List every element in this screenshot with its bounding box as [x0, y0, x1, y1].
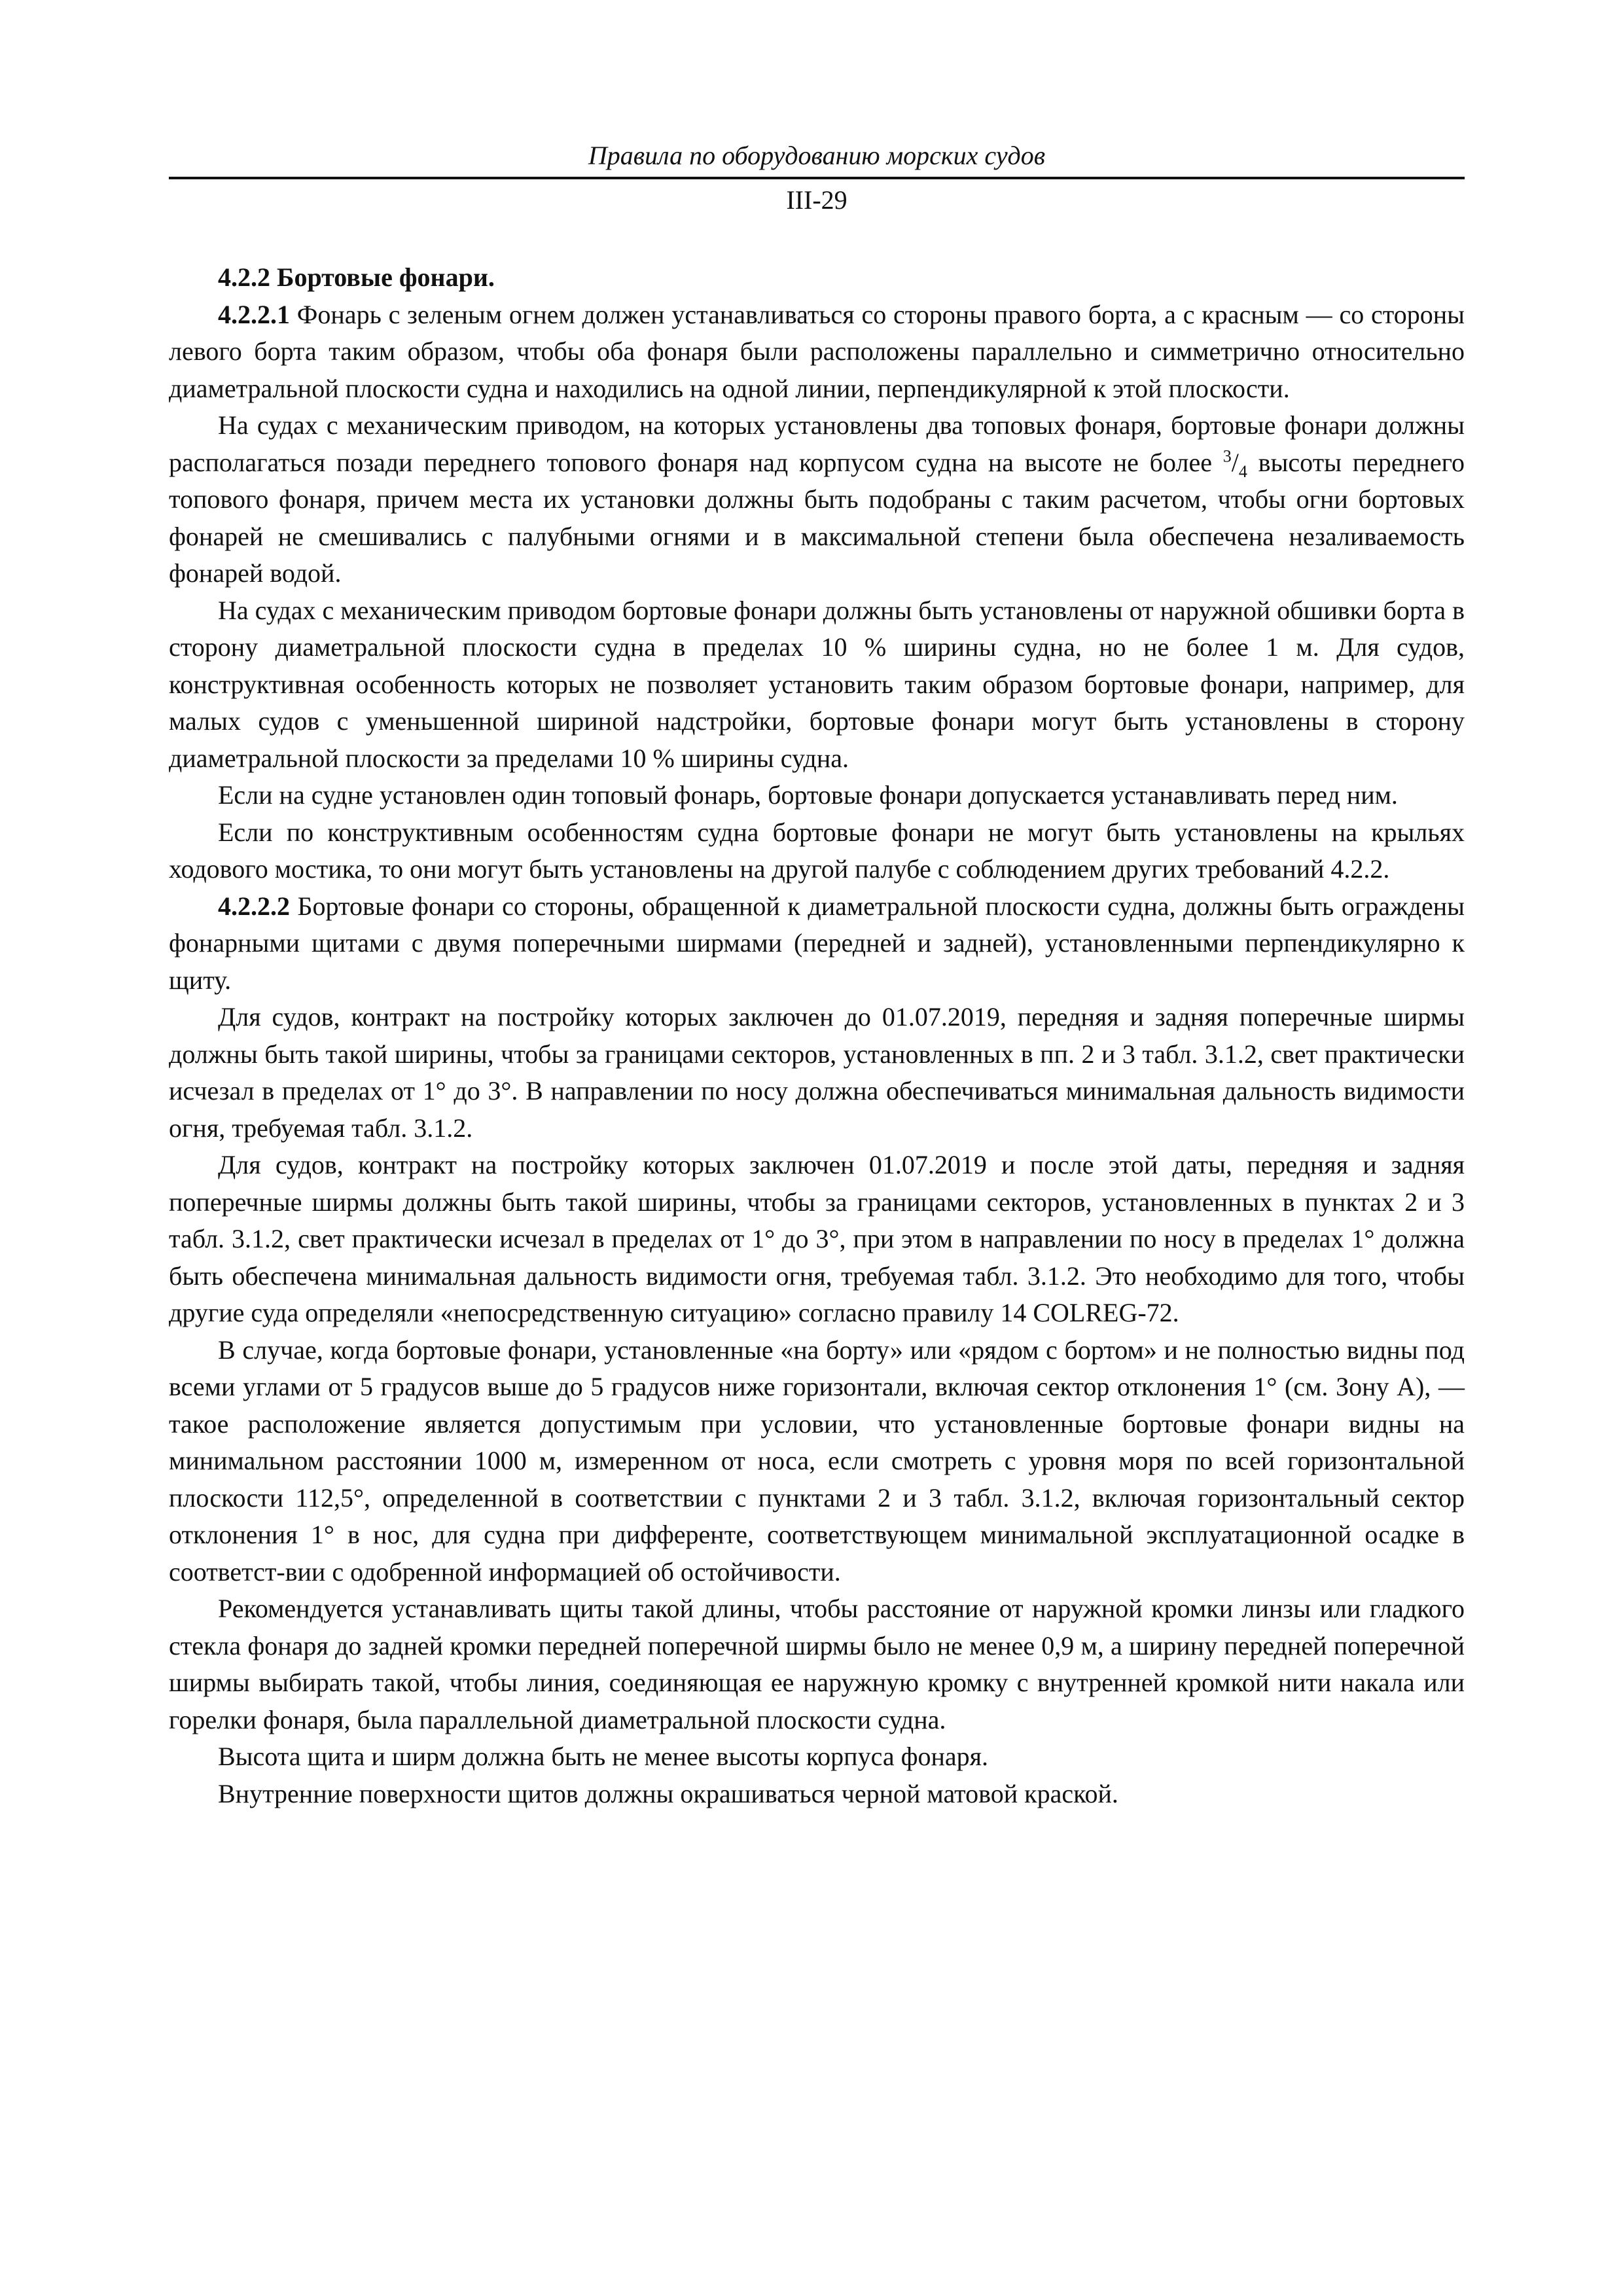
clause-number: 4.2.2.2	[218, 891, 290, 921]
fraction-numerator: 3	[1222, 446, 1232, 466]
section-heading: 4.2.2 Бортовые фонари.	[218, 262, 495, 292]
fraction-denominator: 4	[1238, 461, 1247, 481]
paragraph	[169, 407, 1465, 592]
paragraph: Если на судне установлен один топовый фонарь, бортовые фонари допускается устанавливать перед ним.	[218, 780, 1398, 810]
header-rule	[169, 177, 1465, 179]
page-number: III-29	[786, 185, 847, 215]
paragraph: Высота щита и ширм должна быть не менее высоты корпуса фонаря.	[218, 1742, 989, 1771]
paragraph: Рекомендуется устанавливать щиты такой длины, чтобы расстояние от наружной кромки линзы или гладкого стекла фонаря до задней кромки передней поперечной ширмы было не менее 0,9 м, а ширину передней поперечной ширмы выбирать такой, чтобы линия, соединяющая ее наружную кромку с внутренней кромкой нити накала или горелки фонаря, была параллельной диаметральной плоскости судна.	[169, 1594, 1465, 1734]
paragraph-text: Бортовые фонари со стороны, обращенной к диаметральной плоскости судна, должны быть ограждены фонарными щитами с двумя поперечными ширмами (передней и задней), установленными перпендикулярно к щиту.	[169, 891, 1465, 995]
paragraph-text: высоты переднего топового фонаря, причем места их установки должны быть подобраны с таким расчетом, чтобы огни бортовых фонарей не смешивались с палубными огнями и в максимальной степени была обеспечена незаливаемость фонарей водой.	[169, 447, 1465, 588]
body-text	[169, 259, 1465, 1812]
paragraph	[169, 888, 1465, 999]
paragraph-text: На судах с механическим приводом, на которых установлены два топовых фонаря, бортовые фонари должны располагаться позади переднего топового фонаря над корпусом судна на высоте не более	[169, 410, 1465, 477]
fraction: $^3/_4$	[1222, 446, 1247, 481]
paragraph-text: Фонарь с зеленым огнем должен устанавливаться со стороны правого борта, а с красным — со стороны левого борта таким образом, чтобы оба фонаря были расположены параллельно и симметрично относительно диаметральной плоскости судна и находились на одной линии, перпендикулярной к этой плоскости.	[169, 299, 1465, 403]
paragraph: Для судов, контракт на постройку которых заключен до 01.07.2019, передняя и задняя поперечные ширмы должны быть такой ширины, чтобы за границами секторов, установленных в пп. 2 и 3 табл. 3.1.2, свет практически исчезал в пределах от 1° до 3°. В направлении по носу должна обеспечиваться минимальная дальность видимости огня, требуемая табл. 3.1.2.	[169, 1002, 1465, 1143]
paragraph: Для судов, контракт на постройку которых заключен 01.07.2019 и после этой даты, передняя и задняя поперечные ширмы должны быть такой ширины, чтобы за границами секторов, установленных в пунктах 2 и 3 табл. 3.1.2, свет практически исчезал в пределах от 1° до 3°, при этом в направлении по носу в пределах 1° должна быть обеспечена минимальная дальность видимости огня, требуемая табл. 3.1.2. Это необходимо для того, чтобы другие суда определяли «непосредственную ситуацию» согласно правилу 14 COLREG-72.	[169, 1150, 1465, 1327]
clause-number: 4.2.2.1	[218, 299, 290, 329]
paragraph: В случае, когда бортовые фонари, установленные «на борту» или «рядом с бортом» и не полностью видны под всеми углами от 5 градусов выше до 5 градусов ниже горизонтали, включая сектор отклонения 1° (см. Зону А), — такое расположение является допустимым при условии, что установленные бортовые фонари видны на минимальном расстоянии 1000 м, измеренном от носа, если смотреть с уровня моря по всей горизонтальной плоскости 112,5°, определенной в соответствии с пунктами 2 и 3 табл. 3.1.2, включая горизонтальный сектор отклонения 1° в нос, для судна при дифференте, соответствующем минимальной эксплуатационной осадке в соответст-вии с одобренной информацией об остойчивости.	[169, 1335, 1465, 1587]
paragraph	[169, 296, 1465, 408]
paragraph: На судах с механическим приводом бортовые фонари должны быть установлены от наружной обшивки борта в сторону диаметральной плоскости судна в пределах 10 % ширины судна, но не более 1 м. Для судов, конструктивная особенность которых не позволяет установить таким образом бортовые фонари, например, для малых судов с уменьшенной шириной надстройки, бортовые фонари могут быть установлены в сторону диаметральной плоскости за пределами 10 % ширины судна.	[169, 595, 1465, 773]
paragraph: Если по конструктивным особенностям судна бортовые фонари не могут быть установлены на крыльях ходового мостика, то они могут быть установлены на другой палубе с соблюдением других требований 4.2.2.	[169, 817, 1465, 884]
running-title: Правила по оборудованию морских судов	[588, 141, 1046, 170]
paragraph: Внутренние поверхности щитов должны окрашиваться черной матовой краской.	[218, 1778, 1118, 1808]
